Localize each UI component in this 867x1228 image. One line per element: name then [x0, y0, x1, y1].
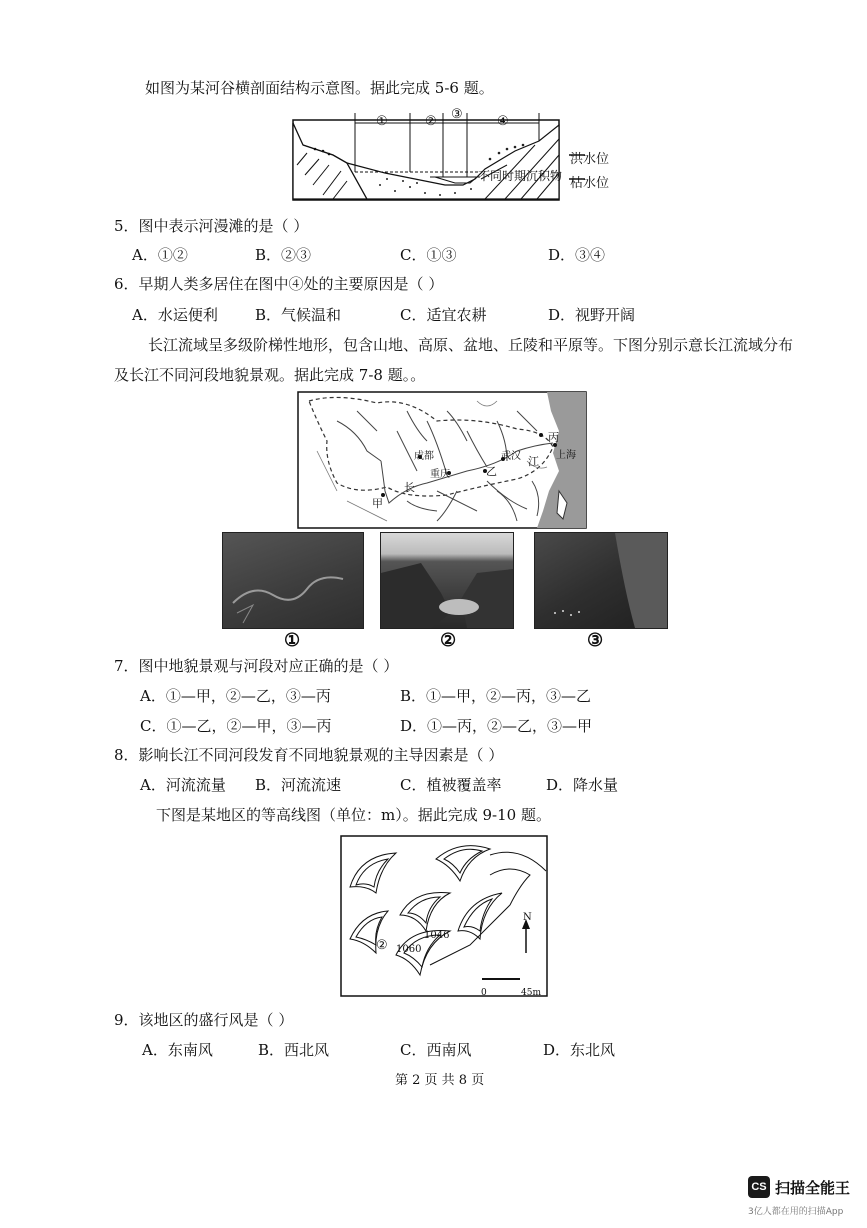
- q7-option-c: C．①—乙，②—甲，③—丙: [140, 717, 332, 735]
- question-5-stem: 5．图中表示河漫滩的是（ ）: [114, 217, 309, 235]
- estuary-icon: [535, 533, 667, 628]
- map-label-chengdu: 成都: [414, 451, 434, 462]
- q7-option-a: A．①—甲，②—乙，③—丙: [140, 687, 331, 705]
- scanner-watermark: [748, 1176, 860, 1222]
- question-6-stem: 6．早期人类多居住在图中④处的主要原因是（ ）: [114, 275, 444, 293]
- zone-label-3: ③: [451, 107, 463, 122]
- landscape-photo-2: [380, 532, 514, 629]
- question-9-stem: 9．该地区的盛行风是（ ）: [114, 1011, 294, 1029]
- q6-option-d: D．视野开阔: [548, 306, 636, 324]
- contour-label-2: ②: [376, 938, 388, 953]
- landscape-photo-1: [222, 532, 364, 629]
- q9-option-b: B．西北风: [258, 1041, 330, 1059]
- legend-flood-level: 洪水位: [570, 152, 610, 167]
- photo-label-3: ③: [587, 630, 604, 651]
- cs-logo-text: CS: [751, 1181, 767, 1193]
- q8-option-a: A．河流流量: [140, 776, 226, 794]
- q7-option-d: D．①—丙，②—乙，③—甲: [400, 717, 593, 735]
- scale-label-45m: 45m: [521, 988, 541, 998]
- intro-text-7-8-line1: 长江流域呈多级阶梯性地形，包含山地、高原、盆地、丘陵和平原等。下图分别示意长江流域分布: [148, 336, 794, 354]
- map-label-chongqing: 重庆: [430, 469, 450, 480]
- contour-map: [340, 835, 548, 997]
- q5-option-b: B．②③: [255, 246, 312, 264]
- map-label-chang: 长: [404, 481, 415, 494]
- zone-label-1: ①: [376, 114, 388, 129]
- zone-label-2: ②: [425, 114, 437, 129]
- brand-name: 扫描全能王: [775, 1179, 851, 1197]
- q9-option-a: A．东南风: [142, 1041, 213, 1059]
- map-label-shanghai: 上海: [556, 450, 576, 461]
- q9-option-c: C．西南风: [400, 1041, 472, 1059]
- q5-option-c: C．①③: [400, 246, 457, 264]
- q6-option-b: B．气候温和: [255, 306, 342, 324]
- q5-option-d: D．③④: [548, 246, 606, 264]
- contour-label-1046: 1046: [424, 930, 450, 941]
- map-label-jiang: 江: [528, 455, 539, 468]
- q7-option-b: B．①—甲，②—丙，③—乙: [400, 687, 592, 705]
- zone-label-4: ④: [497, 114, 509, 129]
- q6-option-a: A．水运便利: [132, 306, 218, 324]
- deposit-label: 不同时期沉积物: [478, 169, 563, 183]
- north-label: N: [523, 912, 532, 923]
- intro-text-9-10: 下图是某地区的等高线图（单位：m）。据此完成 9-10 题。: [156, 806, 551, 824]
- landscape-photo-3: [534, 532, 668, 629]
- river-valley-cross-section-figure: [285, 105, 615, 205]
- q8-option-d: D．降水量: [546, 776, 619, 794]
- meander-river-icon: [223, 533, 363, 628]
- map-label-yi: 乙: [486, 465, 497, 478]
- question-8-stem: 8．影响长江不同河段发育不同地貌景观的主导因素是（ ）: [114, 746, 504, 764]
- legend-dry-level: 枯水位: [570, 176, 610, 191]
- intro-text-7-8-line2: 及长江不同河段地貌景观。据此完成 7-8 题。。: [114, 366, 426, 384]
- contour-label-1060: 1060: [396, 944, 422, 955]
- yangtze-basin-map: [297, 391, 587, 529]
- q9-option-d: D．东北风: [543, 1041, 616, 1059]
- map-label-wuhan: 武汉: [501, 451, 521, 462]
- intro-text-5-6: 如图为某河谷横剖面结构示意图。据此完成 5-6 题。: [145, 79, 494, 97]
- question-7-stem: 7．图中地貌景观与河段对应正确的是（ ）: [114, 657, 399, 675]
- gorge-icon: [381, 533, 513, 628]
- map-label-jia: 甲: [372, 497, 383, 510]
- q6-option-c: C．适宜农耕: [400, 306, 487, 324]
- photo-label-1: ①: [284, 630, 301, 651]
- q5-option-a: A．①②: [132, 246, 188, 264]
- scale-label-0: 0: [481, 988, 487, 998]
- cs-logo-icon: [748, 1176, 770, 1198]
- brand-subtitle: 3亿人都在用的扫描App: [748, 1207, 844, 1217]
- page-footer: 第 2 页 共 8 页: [395, 1073, 485, 1088]
- photo-label-2: ②: [440, 630, 457, 651]
- map-label-bing: 丙: [548, 431, 559, 444]
- q8-option-b: B．河流流速: [255, 776, 342, 794]
- q8-option-c: C．植被覆盖率: [400, 776, 502, 794]
